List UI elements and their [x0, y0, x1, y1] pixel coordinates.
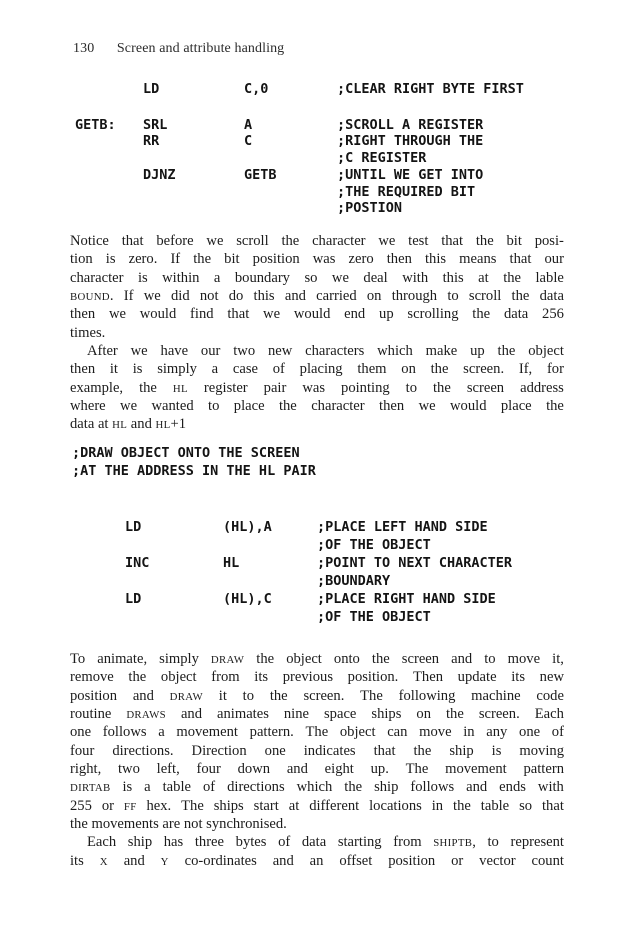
text-line: right, two left, four down and eight up. The movement pattern — [70, 761, 564, 778]
text-line: one follows a movement pattern. The object can move in any one of — [70, 724, 564, 741]
text-line: routine DRAWS and animates nine space ships on the screen. Each — [70, 706, 564, 723]
text-line: then it is simply a case of placing them on the screen. If, for — [70, 361, 564, 378]
text-line: example, the HL register pair was pointing to the screen address — [70, 379, 564, 396]
text-line: DIRTAB is a table of directions which the ship follows and ends with — [70, 779, 564, 796]
text-line: its X and Y co-ordinates and an offset position or vector count — [70, 852, 564, 869]
text-line: remove the object from its previous position. Then update its new — [70, 669, 564, 686]
text-line: 255 or FF hex. The ships start at different locations in the table so that — [70, 797, 564, 814]
code-comment-line: ;DRAW OBJECT ONTO THE SCREEN — [72, 445, 300, 461]
body-paragraphs-scroll-notes — [70, 232, 564, 434]
text-line: times. — [70, 324, 106, 341]
running-header — [73, 41, 284, 57]
text-line: After we have our two new characters which make up the object — [87, 343, 564, 360]
body-paragraphs-animate-notes — [70, 650, 564, 870]
text-line: character is within a boundary so we deal with this at the lable — [70, 269, 564, 286]
text-line: then we would find that we would end up scrolling the data 256 — [70, 306, 564, 323]
page-number: 130 — [73, 41, 95, 56]
text-line: position and DRAW it to the screen. The following machine code — [70, 687, 564, 704]
code-comment-line: ;AT THE ADDRESS IN THE HL PAIR — [72, 463, 316, 479]
text-line: Each ship has three bytes of data starting from SHIPTB, to represent — [87, 834, 564, 851]
text-line: four directions. Direction one indicates that the ship is moving — [70, 742, 564, 759]
text-line: where we wanted to place the character then we would place the — [70, 398, 564, 415]
book-page: 130 Screen and attribute handling LD C,0 ;CLEAR RIGHT BYTE FIRST GETB: SRL A ;SCROLL A REGISTER RR C ;RIGHT THROUGH THE ;C REGISTER DJNZ GETB ;UNTIL WE GET INTO ;THE REQUIRED BIT ;POSTION Notice that before we scroll the character we test that the bit posi- tion is zero. If the bit position was zero then this means that our character is within a boundary so we deal with this at the lable BOUND. If we did not do this and carried on through to scroll the data then we would find that we would end up scrolling the data 256 times. After we have our two new characters which make up the object then it is simply a case of placing them on the screen. If, for example, the HL register pair was pointing to the screen address where we wanted to place the character then we would place the data at HL and HL+1 ;DRAW OBJECT ONTO THE SCREEN ;AT THE ADDRESS IN THE HL PAIR LD (HL),A ;PLACE LEFT HAND SIDE ;OF THE OBJECT INC HL ;POINT TO NEXT CHARACTER ;BOUNDARY LD (HL),C ;PLACE RIGHT HAND SIDE ;OF THE OBJECT To animate, simply DRAW the object onto the screen and to move it, remove the object from its previous position. Then update its new position and DRAW it to the screen. The following machine code routine DRAWS and animates nine space ships on the screen. Each one follows a movement pattern. The object can move in any one of four directions. Direction one indicates that the ship is moving right, two left, four down and eight up. The movement pattern DIRTAB is a table of directions which the ship follows and ends with 255 or FF hex. The ships start at different locations in the table so that the movements are not synchronised. Each ship has three bytes of data starting from SHIPTB, to represent its X and Y co-ordinates and an offset position or vector count — [0, 0, 630, 930]
text-line: tion is zero. If the bit position was zero then this means that our — [70, 251, 564, 268]
text-line: BOUND. If we did not do this and carried on through to scroll the data — [70, 288, 564, 305]
text-line: data at HL and HL+1 — [70, 416, 187, 433]
chapter-title: Screen and attribute handling — [116, 41, 285, 56]
text-line: To animate, simply DRAW the object onto the screen and to move it, — [70, 651, 564, 667]
text-line: Notice that before we scroll the character we test that the bit posi- — [70, 233, 564, 249]
text-line: the movements are not synchronised. — [70, 816, 287, 833]
